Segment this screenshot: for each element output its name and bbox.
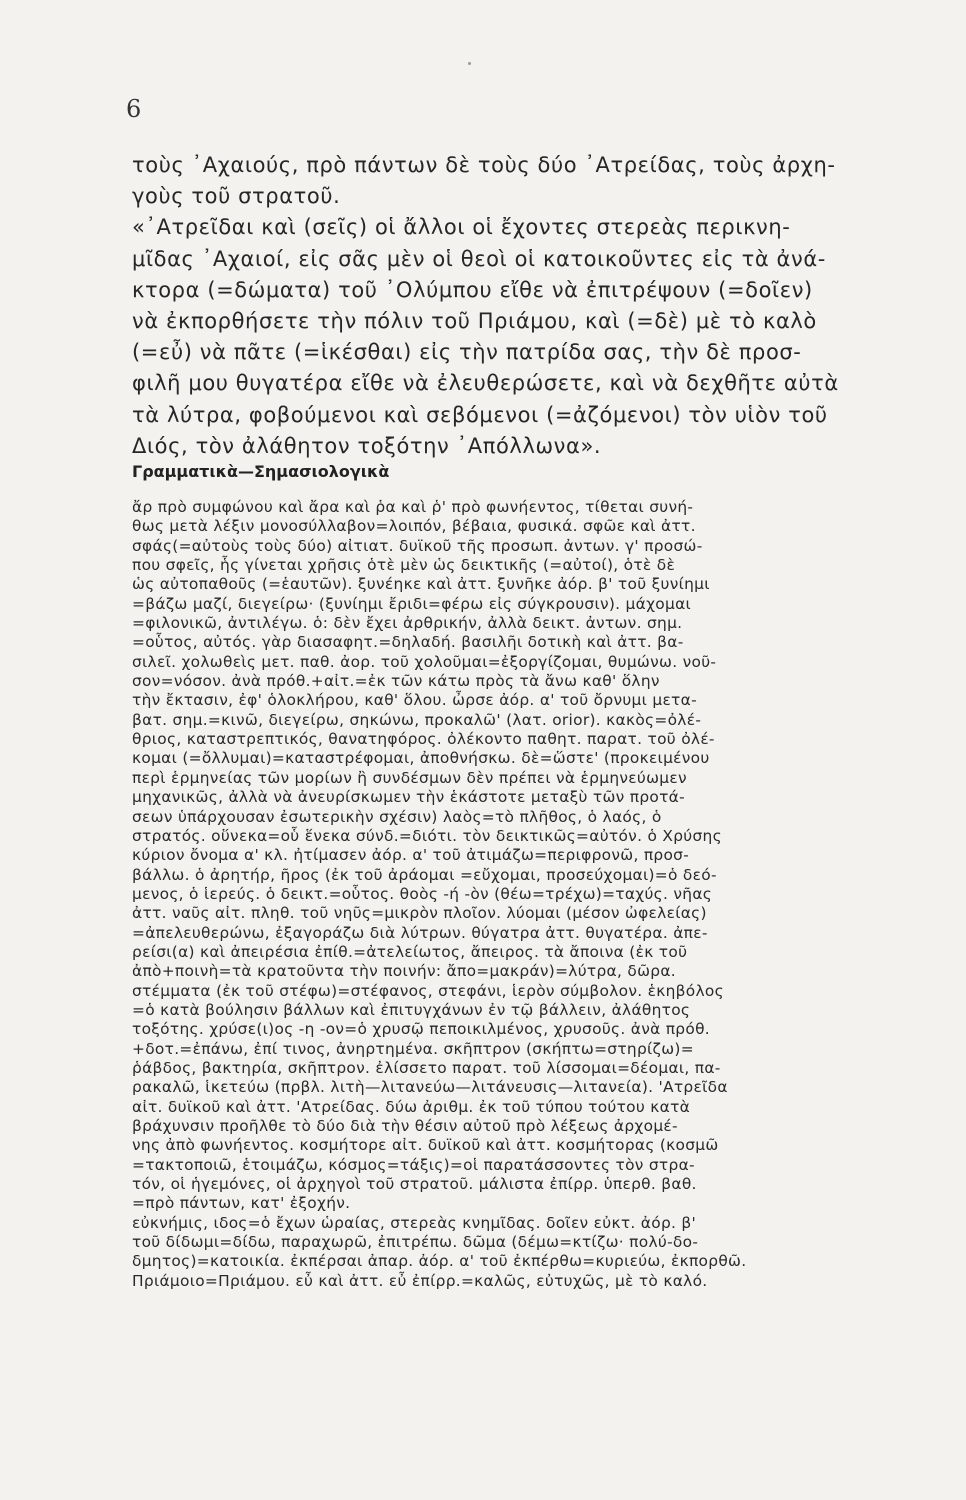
glossary-notes xyxy=(132,498,944,1291)
glossary-line: τοῦ δίδωμι=δίδω, παραχωρῶ, ἐπιτρέπω. δῶμα (δέμω=κτίζω· πολύ-δο- xyxy=(132,1233,699,1252)
glossary-line: σον=νόσον. ἀνὰ πρόθ.+αἰτ.=ἐκ τῶν κάτω πρὸς τὰ ἄνω καθ' ὅλην xyxy=(132,672,660,691)
glossary-line: =οὗτος, αὐτός. γὰρ διασαφητ.=δηλαδή. βασιλῆι δοτικὴ καὶ ἀττ. βα- xyxy=(132,633,684,652)
glossary-line: ρείσι(α) καὶ ἀπειρέσια ἐπίθ.=ἀτελείωτος, ἄπειρος. τὰ ἄποινα (ἐκ τοῦ xyxy=(132,942,688,961)
glossary-line: σιλεῖ. χολωθεὶς μετ. παθ. ἀορ. τοῦ χολοῦμαι=ἐξοργίζομαι, θυμώνω. νοῦ- xyxy=(132,652,717,671)
glossary-line: =τακτοποιῶ, ἑτοιμάζω, κόσμος=τάξις)=οἱ παρατάσσοντες τὸν στρα- xyxy=(132,1155,695,1174)
text-line: μῖδας ᾿Αχαιοί, εἰς σᾶς μὲν οἱ θεοὶ οἱ κατοικοῦντες εἰς τὰ ἀνά- xyxy=(132,246,826,271)
glossary-line: ἄρ πρὸ συμφώνου καὶ ἄρα καὶ ῥα καὶ ῥ' πρὸ φωνήεντος, τίθεται συνή- xyxy=(132,498,694,516)
text-line: φιλῆ μου θυγατέρα εἴθε νὰ ἐλευθερώσετε, καὶ νὰ δεχθῆτε αὐτὰ xyxy=(132,371,839,396)
glossary-line: σεων ὑπάρχουσαν ἐσωτερικὴν σχέσιν) λαὸς=τὸ πλῆθος, ὁ λαός, ὁ xyxy=(132,807,662,826)
glossary-line: Πριάμοιο=Πριάμου. εὖ καὶ ἀττ. εὖ ἐπίρρ.=καλῶς, εὐτυχῶς, μὲ τὸ καλό. xyxy=(132,1271,708,1290)
glossary-line: δμητος)=κατοικία. ἐκπέρσαι ἀπαρ. ἀόρ. α' τοῦ ἐκπέρθω=κυριεύω, ἐκπορθῶ. xyxy=(132,1252,747,1271)
glossary-line: τοξότης. χρύσε(ι)ος -η -ον=ὁ χρυσῷ πεποικιλμένος, χρυσοῦς. ἀνὰ πρόθ. xyxy=(132,1020,710,1039)
glossary-line: +δοτ.=ἐπάνω, ἐπί τινος, ἀνηρτημένα. σκῆπτρον (σκήπτω=στηρίζω)= xyxy=(132,1039,694,1058)
print-speck xyxy=(468,62,471,65)
glossary-line: μενος, ὁ ἱερεύς. ὁ δεικτ.=οὗτος. θοὸς -ή -ὸν (θέω=τρέχω)=ταχύς. νῆας xyxy=(132,884,713,903)
text-line: τοὺς ᾿Αχαιούς, πρὸ πάντων δὲ τοὺς δύο ᾿Ατρείδας, τοὺς ἀρχη- xyxy=(132,153,836,177)
glossary-line: ἀττ. ναῦς αἰτ. πληθ. τοῦ νηῦς=μικρὸν πλοῖον. λύομαι (μέσον ὠφελείας) xyxy=(132,904,707,923)
text-line: Διός, τὸν ἀλάθητον τοξότην ᾿Απόλλωνα». xyxy=(132,433,602,458)
glossary-line: ἀπὸ+ποινὴ=τὰ κρατοῦντα τὴν ποινήν: ἄπο=μακράν)=λύτρα, δῶρα. xyxy=(132,962,676,981)
glossary-line: σφάς(=αὐτοὺς τοὺς δύο) αἰτιατ. δυϊκοῦ τῆς προσωπ. ἀντων. γ' προσώ- xyxy=(132,536,703,555)
glossary-line: τὴν ἔκτασιν, ἐφ' ὁλοκλήρου, καθ' ὅλου. ὦρσε ἀόρ. α' τοῦ ὄρνυμι μετα- xyxy=(132,691,697,710)
glossary-line: κομαι (=ὄλλυμαι)=καταστρέφομαι, ἀποθνήσκω. δὲ=ὥστε' (προκειμένου xyxy=(132,749,710,768)
glossary-line: στρατός. οὕνεκα=οὗ ἕνεκα σύνδ.=διότι. τὸν δεικτικῶς=αὐτόν. ὁ Χρύσης xyxy=(132,826,722,845)
glossary-line: που σφεῖς, ἧς γίνεται χρῆσις ὁτὲ μὲν ὡς δεικτικῆς (=αὐτοί), ὁτὲ δὲ xyxy=(132,556,676,575)
glossary-line: =βάζω μαζί, διεγείρω· (ξυνίημι ἔριδι=φέρω εἰς σύγκρουσιν). μάχομαι xyxy=(132,594,692,613)
glossary-line: =ἀπελευθερώνω, ἐξαγοράζω διὰ λύτρων. θύγατρα ἀττ. θυγατέρα. ἀπε- xyxy=(132,923,708,942)
glossary-line: μηχανικῶς, ἀλλὰ νὰ ἀνευρίσκωμεν τὴν ἑκάστοτε μεταξὺ τῶν προτά- xyxy=(132,788,685,807)
text-line: «᾿Ατρεῖδαι καὶ (σεῖς) οἱ ἄλλοι οἱ ἔχοντες στερεὰς περικνη- xyxy=(132,215,791,240)
glossary-line: βατ. σημ.=κινῶ, διεγείρω, σηκώνω, προκαλῶ' (λατ. orior). κακὸς=ὀλέ- xyxy=(132,710,702,729)
glossary-line: θριος, καταστρεπτικός, θανατηφόρος. ὀλέκοντο παθητ. παρατ. τοῦ ὀλέ- xyxy=(132,730,715,749)
glossary-line: θως μετὰ λέξιν μονοσύλλαβον=λοιπόν, βέβαια, φυσικά. σφῶε καὶ ἀττ. xyxy=(132,517,696,536)
section-heading: Γραμματικὰ—Σημασιολογικὰ xyxy=(132,462,390,481)
glossary-line: περὶ ἑρμηνείας τῶν μορίων ἢ συνδέσμων δὲν πρέπει νὰ ἑρμηνεύωμεν xyxy=(132,768,687,787)
glossary-line: =ὁ κατὰ βούλησιν βάλλων καὶ ἐπιτυγχάνων ἐν τῷ βάλλειν, ἀλάθητος xyxy=(132,1000,691,1019)
glossary-line: στέμματα (ἐκ τοῦ στέφω)=στέφανος, στεφάνι, ἱερὸν σύμβολον. ἑκηβόλος xyxy=(132,981,724,1000)
glossary-line: εὐκνήμις, ιδος=ὁ ἔχων ὡραίας, στερεὰς κνημῖδας. δοῖεν εὐκτ. ἀόρ. β' xyxy=(132,1213,697,1232)
glossary-line: κύριον ὄνομα α' κλ. ἠτίμασεν ἀόρ. α' τοῦ ἀτιμάζω=περιφρονῶ, προσ- xyxy=(132,846,690,865)
glossary-line: βράχυνσιν προῆλθε τὸ δύο διὰ τὴν θέσιν αὐτοῦ πρὸ λέξεως ἀρχομέ- xyxy=(132,1117,678,1135)
text-line: κτορα (=δώματα) τοῦ ᾿Ολύμπου εἴθε νὰ ἐπιτρέψουν (=δοῖεν) xyxy=(132,277,813,302)
text-line: γοὺς τοῦ στρατοῦ. xyxy=(132,184,341,209)
glossary-line: αἰτ. δυϊκοῦ καὶ ἀττ. 'Ατρείδας. δύω ἀριθμ. ἐκ τοῦ τύπου τούτου κατὰ xyxy=(132,1097,691,1116)
glossary-line: βάλλω. ὁ ἀρητήρ, ῆρος (ἐκ τοῦ ἀράομαι =εὔχομαι, προσεύχομαι)=ὁ δεό- xyxy=(132,865,717,884)
translation-text xyxy=(132,150,940,462)
glossary-line: =πρὸ πάντων, κατ' ἐξοχήν. xyxy=(132,1194,351,1213)
text-line: νὰ ἐκπορθήσετε τὴν πόλιν τοῦ Πριάμου, καὶ (=δὲ) μὲ τὸ καλὸ xyxy=(132,308,817,333)
text-line: τὰ λύτρα, φοβούμενοι καὶ σεβόμενοι (=ἀζόμενοι) τὸν υἱὸν τοῦ xyxy=(132,402,828,427)
glossary-line: ῥάβδος, βακτηρία, σκῆπτρον. ἐλίσσετο παρατ. τοῦ λίσσομαι=δέομαι, πα- xyxy=(132,1058,721,1077)
glossary-line: νης ἀπὸ φωνήεντος. κοσμήτορε αἰτ. δυϊκοῦ καὶ ἀττ. κοσμήτορας (κοσμῶ xyxy=(132,1136,719,1155)
page-number: 6 xyxy=(126,95,142,123)
glossary-line: =φιλονικῶ, ἀντιλέγω. ὁ: δὲν ἔχει ἀρθρικήν, ἀλλὰ δεικτ. ἀντων. σημ. xyxy=(132,614,683,633)
glossary-line: ὡς αὐτοπαθοῦς (=ἑαυτῶν). ξυνέηκε καὶ ἀττ. ξυνῆκε ἀόρ. β' τοῦ ξυνίημι xyxy=(132,575,710,594)
glossary-line: ρακαλῶ, ἱκετεύω (πρβλ. λιτὴ—λιτανεύω—λιτάνευσις—λιτανεία). 'Ατρεῖδα xyxy=(132,1078,728,1097)
glossary-line: τόν, οἱ ἡγεμόνες, οἱ ἀρχηγοὶ τοῦ στρατοῦ. μάλιστα ἐπίρρ. ὑπερθ. βαθ. xyxy=(132,1175,697,1194)
text-line: (=εὖ) νὰ πᾶτε (=ἱκέσθαι) εἰς τὴν πατρίδα σας, τὴν δὲ προσ- xyxy=(132,340,802,365)
